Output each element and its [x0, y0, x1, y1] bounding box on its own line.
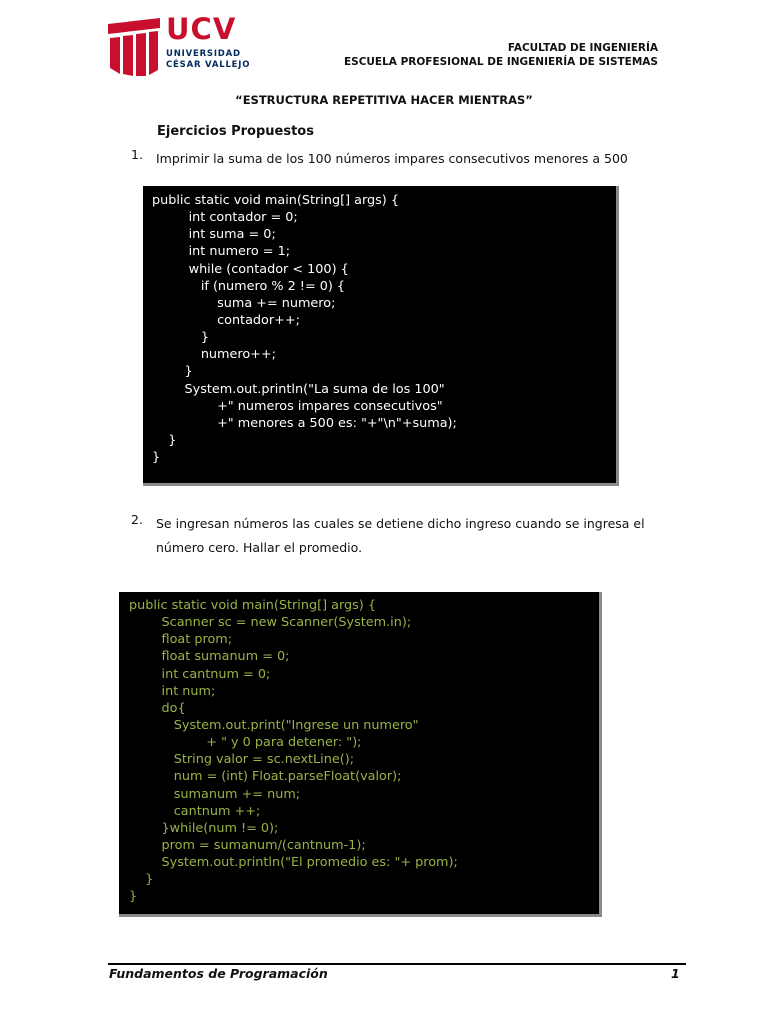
code-line: numero++; — [152, 347, 276, 363]
code-line: } — [129, 872, 154, 888]
code-line: int contador = 0; — [152, 210, 298, 226]
code-line: int cantnum = 0; — [129, 666, 271, 682]
code-line: +" menores a 500 es: "+"\n"+suma); — [152, 415, 457, 431]
code-line: prom = sumanum/(cantnum-1); — [129, 837, 366, 853]
code-line: float prom; — [129, 632, 233, 648]
logo-name: UCV — [166, 12, 237, 46]
code-block-2 — [119, 592, 602, 917]
code-line: do{ — [129, 700, 186, 716]
exercise-1-statement: Imprimir la suma de los 100 números impares consecutivos menores a 500 — [156, 151, 628, 166]
code-line: float sumanum = 0; — [129, 649, 290, 665]
footer-course-name: Fundamentos de Programación — [109, 966, 328, 981]
code-line: +" numeros impares consecutivos" — [152, 398, 443, 414]
faculty-heading: FACULTAD DE INGENIERÍA — [507, 42, 658, 54]
exercise-1-number: 1. — [131, 147, 143, 162]
code-line: } — [152, 450, 161, 466]
code-line: int suma = 0; — [152, 227, 276, 243]
logo-line-1: UNIVERSIDAD — [166, 49, 241, 59]
code-line: } — [152, 330, 209, 346]
logo-line-2: CÉSAR VALLEJO — [166, 60, 251, 70]
code-line: System.out.print("Ingrese un numero" — [129, 717, 419, 733]
code-line: cantnum ++; — [129, 803, 261, 819]
code-line: if (numero % 2 != 0) { — [152, 278, 346, 294]
code-line: Scanner sc = new Scanner(System.in); — [129, 615, 412, 631]
code-line: } — [129, 889, 138, 905]
code-line: System.out.println("La suma de los 100" — [152, 381, 445, 397]
code-line: public static void main(String[] args) { — [129, 598, 377, 613]
code-line: sumanum += num; — [129, 786, 301, 802]
code-line: System.out.println("El promedio es: "+ prom); — [129, 855, 458, 871]
code-line: suma += numero; — [152, 295, 336, 311]
section-subtitle: Ejercicios Propuestos — [157, 124, 314, 139]
code-line: + " y 0 para detener: "); — [129, 735, 362, 751]
code-block-1 — [143, 186, 619, 486]
code-line: int num; — [129, 683, 216, 699]
ucv-logo — [108, 12, 251, 78]
exercise-2-statement: Se ingresan números las cuales se detiene dicho ingreso cuando se ingresa el número cero. Hallar el promedio. — [156, 516, 645, 555]
code-line: while (contador < 100) { — [152, 261, 349, 277]
code-line: contador++; — [152, 312, 300, 328]
footer-divider — [108, 963, 686, 965]
document-title: “ESTRUCTURA REPETITIVA HACER MIENTRAS” — [235, 93, 533, 107]
exercise-2-number: 2. — [131, 512, 143, 527]
code-line: } — [152, 364, 193, 380]
code-line: num = (int) Float.parseFloat(valor); — [129, 769, 402, 785]
code-line: }while(num != 0); — [129, 820, 279, 836]
school-heading: ESCUELA PROFESIONAL DE INGENIERÍA DE SISTEMAS — [343, 56, 658, 68]
code-line: String valor = sc.nextLine(); — [129, 752, 355, 768]
code-line: public static void main(String[] args) { — [152, 193, 400, 208]
footer-page-number: 1 — [671, 966, 680, 981]
code-line: } — [152, 432, 177, 448]
ucv-emblem-icon — [108, 18, 160, 76]
code-line: int numero = 1; — [152, 244, 291, 260]
